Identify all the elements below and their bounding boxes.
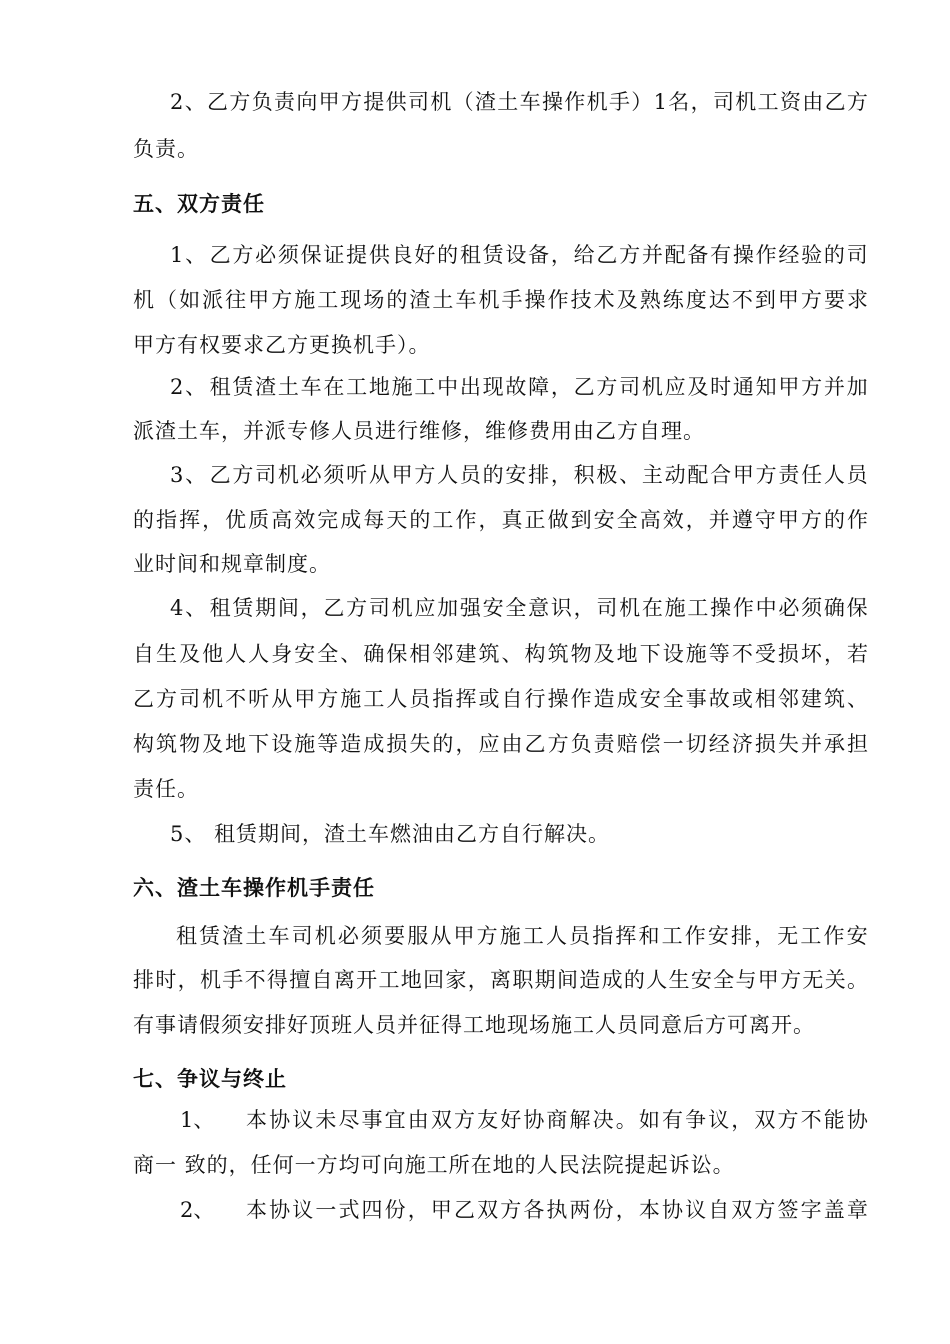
paragraph-text: 租 赁 渣 土 车 司 机 必 须 要 服 从 甲 方 施 工 人 员 指 挥 和 工 作 安 排 ， 无 工 作 安: [176, 924, 868, 948]
paragraph-text: 甲方有权要求乙方更换机手）。: [133, 333, 431, 357]
item-number: 2、: [180, 1198, 215, 1222]
paragraph-text: 3 、 乙 方 司 机 必 须 听 从 甲 方 人 员 的 安 排 ， 积 极 、 主 动 配 合 甲 方 责 任 人 员: [170, 463, 868, 487]
section-title: 七、争议与终止: [133, 1067, 287, 1091]
paragraph-text: 机 （ 如 派 往 甲 方 施 工 现 场 的 渣 土 车 机 手 操 作 技 术 及 熟 练 度 达 不 到 甲 方 要 求: [133, 288, 868, 312]
paragraph-text: 本 协 议 未 尽 事 宜 由 双 方 友 好 协 商 解 决 。 如 有 争 议 ， 双 方 不 能 协: [246, 1108, 868, 1132]
paragraph-text: 有事请假须安排好顶班人员并征得工地现场施工人员同意后方可离开。: [133, 1013, 815, 1037]
paragraph-text: 商一 致的，任何一方均可向施工所在地的人民法院提起诉讼。: [133, 1153, 735, 1177]
section-title: 六、渣土车操作机手责任: [133, 876, 375, 900]
paragraph-text: 本 协 议 一 式 四 份 ， 甲 乙 双 方 各 执 两 份 ， 本 协 议 自 双 方 签 字 盖 章: [246, 1198, 868, 1222]
paragraph-text: 1 、 乙 方 必 须 保 证 提 供 良 好 的 租 赁 设 备 ， 给 乙 方 并 配 备 有 操 作 经 验 的 司: [170, 243, 868, 267]
paragraph-text: 2 、 乙 方 负 责 向 甲 方 提 供 司 机 （ 渣 土 车 操 作 机 手 ） 1 名 ， 司 机 工 资 由 乙 方: [170, 90, 868, 114]
paragraph-text: 责任。: [133, 777, 199, 801]
paragraph-text: 业时间和规章制度。: [133, 552, 331, 576]
paragraph-text: 乙 方 司 机 不 听 从 甲 方 施 工 人 员 指 挥 或 自 行 操 作 造 成 安 全 事 故 或 相 邻 建 筑 、: [133, 687, 868, 711]
paragraph-text: 构 筑 物 及 地 下 设 施 等 造 成 损 失 的 ， 应 由 乙 方 负 责 赔 偿 一 切 经 济 损 失 并 承 担: [133, 732, 868, 756]
paragraph-text: 的 指 挥 ， 优 质 高 效 完 成 每 天 的 工 作 ， 真 正 做 到 安 全 高 效 ， 并 遵 守 甲 方 的 作: [133, 508, 868, 532]
paragraph-text: 2 、 租 赁 渣 土 车 在 工 地 施 工 中 出 现 故 障 ， 乙 方 司 机 应 及 时 通 知 甲 方 并 加: [170, 375, 868, 399]
paragraph-text: 派渣土车，并派专修人员进行维修，维修费用由乙方自理。: [133, 419, 705, 443]
paragraph-text: 4 、 租 赁 期 间 ， 乙 方 司 机 应 加 强 安 全 意 识 ， 司 机 在 施 工 操 作 中 必 须 确 保: [170, 596, 868, 620]
paragraph-text: 自 生 及 他 人 人 身 安 全 、 确 保 相 邻 建 筑 、 构 筑 物 及 地 下 设 施 等 不 受 损 坏 ， 若: [133, 642, 868, 666]
paragraph-text: 负责。: [133, 137, 199, 161]
item-number: 1、: [180, 1108, 215, 1132]
paragraph-text: 排 时 ， 机 手 不 得 擅 自 离 开 工 地 回 家 ， 离 职 期 间 造 成 的 人 生 安 全 与 甲 方 无 关 。: [133, 968, 868, 992]
paragraph-text: 5、 租赁期间，渣土车燃油由乙方自行解决。: [170, 822, 611, 846]
section-title: 五、双方责任: [133, 192, 265, 216]
